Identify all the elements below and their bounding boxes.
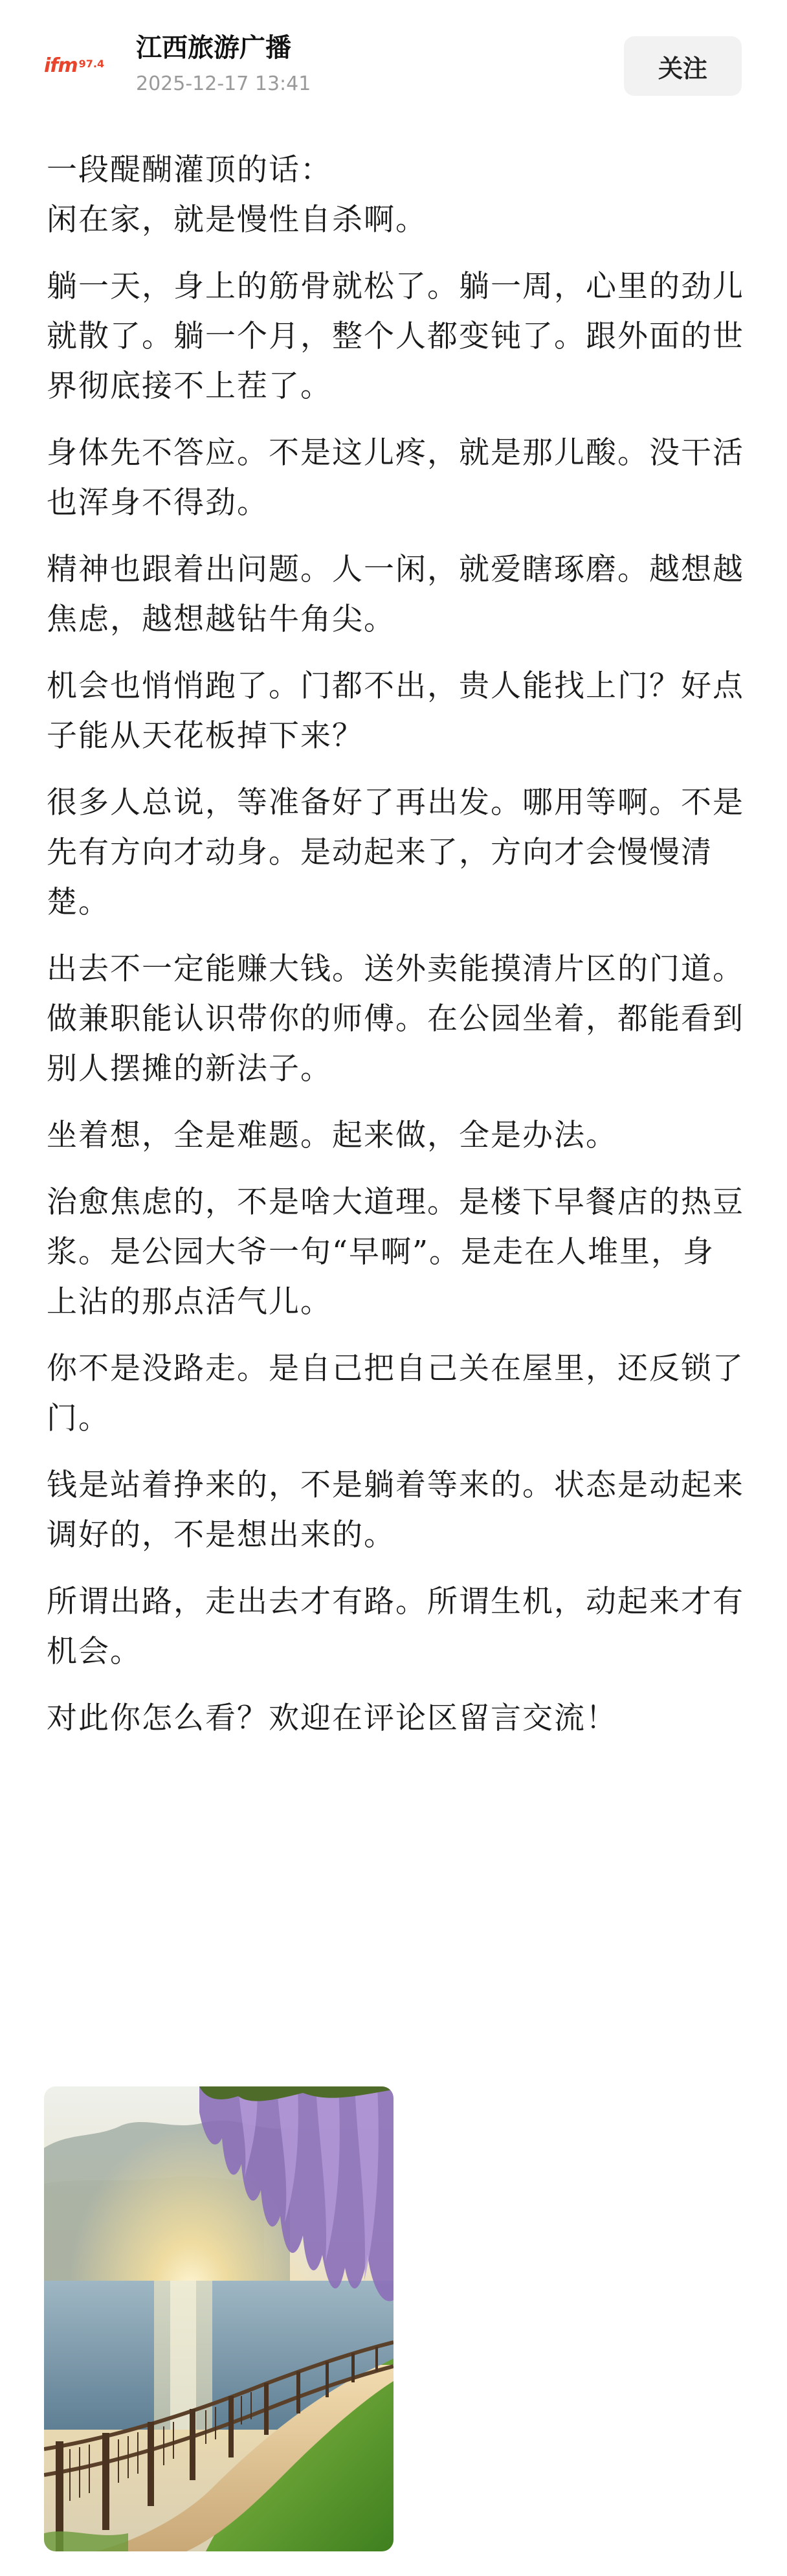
paragraph: 出去不一定能赚大钱。送外卖能摸清片区的门道。做兼职能认识带你的师傅。在公园坐着，都能看到别人摆摊的新法子。 <box>47 951 744 1087</box>
closing-question: 对此你怎么看？欢迎在评论区留言交流！ <box>47 1700 617 1736</box>
follow-button[interactable]: 关注 <box>624 36 742 96</box>
logo-frequency: 97.4 <box>78 57 105 70</box>
paragraph: 所谓出路，走出去才有路。所谓生机，动起来才有机会。 <box>47 1584 744 1669</box>
account-logo[interactable] <box>44 51 122 80</box>
paragraph: 钱是站着挣来的，不是躺着等来的。状态是动起来调好的，不是想出来的。 <box>47 1467 744 1553</box>
paragraph: 精神也跟着出问题。人一闲，就爱瞎琢磨。越想越焦虑，越想越钻牛角尖。 <box>47 552 744 637</box>
paragraph: 很多人总说，等准备好了再出发。哪用等啊。不是先有方向才动身。是动起来了，方向才会慢慢清楚。 <box>47 785 744 920</box>
paragraph: 躺一天，身上的筋骨就松了。躺一周，心里的劲儿就散了。躺一个月，整个人都变钝了。跟外面的世界彻底接不上茬了。 <box>47 269 744 404</box>
post-header <box>0 0 787 130</box>
paragraph: 身体先不答应。不是这儿疼，就是那儿酸。没干活也浑身不得劲。 <box>47 435 744 521</box>
paragraph: 治愈焦虑的，不是啥大道理。是楼下早餐店的热豆浆。是公园大爷一句“早啊”。是走在人堆里，身上沾的那点活气儿。 <box>47 1184 744 1320</box>
paragraph: 你不是没路走。是自己把自己关在屋里，还反锁了门。 <box>47 1351 744 1436</box>
paragraph: 机会也悄悄跑了。门都不出，贵人能找上门？好点子能从天花板掉下来？ <box>47 668 744 754</box>
article-body <box>47 145 746 1760</box>
logo-mark: ifm <box>44 54 78 77</box>
intro-line: 闲在家，就是慢性自杀啊。 <box>47 202 427 238</box>
post-timestamp: 2025-12-17 13:41 <box>136 73 311 95</box>
lakeside-scene-image <box>44 2086 394 2551</box>
intro-paragraph <box>47 145 746 245</box>
article-photo[interactable] <box>44 2086 394 2551</box>
intro-line: 一段醍醐灌顶的话： <box>47 152 332 188</box>
account-name[interactable]: 江西旅游广播 <box>136 33 291 63</box>
paragraph: 坐着想，全是难题。起来做，全是办法。 <box>47 1118 617 1153</box>
